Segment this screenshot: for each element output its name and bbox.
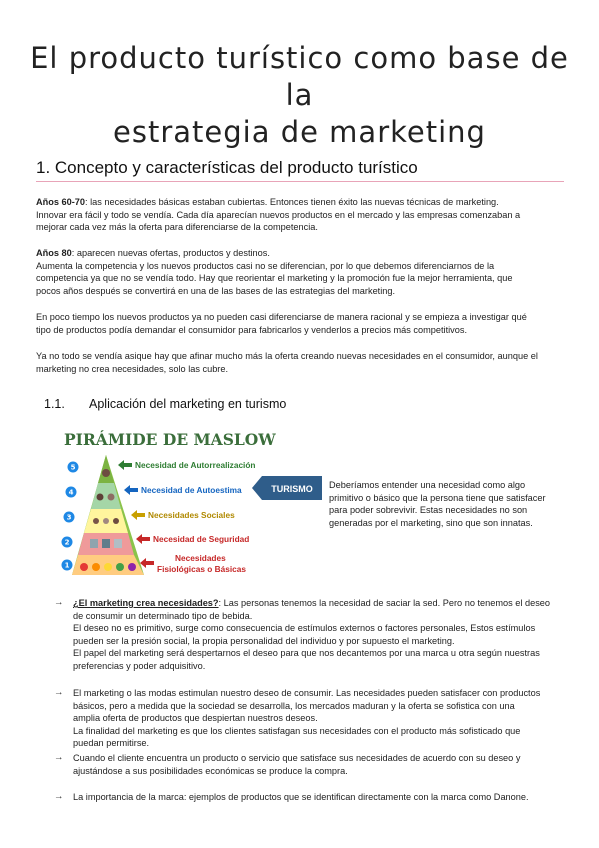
p2-line-4: pocos años después se convertirá en una de las bases de las estrategias del marketing.: [36, 285, 396, 296]
side-line-4: generadas por el marketing, sino que son innatas.: [329, 517, 533, 528]
turismo-label: TURISMO: [271, 484, 313, 494]
bullet-item-1: [73, 597, 568, 673]
bullet-4-line-1: La importancia de la marca: ejemplos de productos que se identifican directamente con la marca como Danone.: [73, 792, 529, 802]
level-2-label: Necesidad de Seguridad: [153, 534, 250, 544]
p2-line-3: competencia ya que no se vendía todo. Hay que reorientar el marketing y la promoción fue la mejor herramienta, que: [36, 273, 513, 284]
p1-line-2: Innovar era fácil y todo se vendía. Cada día aparecían nuevos productos en el mercado y las empresas comenzaban a: [36, 209, 521, 220]
p2-text: : aparecen nuevas ofertas, productos y destinos.: [71, 248, 270, 258]
bullet-1-line-2: de consumir un determinado tipo de bebida.: [73, 610, 253, 621]
bullet-1-line-5: El papel del marketing será despertarnos el deseo para que nos decantemos por una marca u otra según nuestras: [73, 648, 540, 659]
bullet-item-3: [73, 752, 568, 777]
title-line-1: El producto turístico como base de la: [30, 41, 569, 112]
paragraph-3: [36, 311, 566, 336]
level-5-number: 5: [70, 463, 76, 472]
level-3-label: Necesidades Sociales: [148, 510, 235, 520]
side-line-3: para poder sobrevivir. Estas necesidades no son: [329, 505, 528, 516]
maslow-title: PIRÁMIDE DE MASLOW: [64, 430, 276, 449]
bullet-item-4: [73, 791, 568, 804]
paragraph-anos-80: [36, 247, 566, 297]
level-1-number: 1: [64, 561, 70, 570]
bullet-item-2: [73, 687, 568, 750]
level-1-label-2: Fisiológicas o Básicas: [157, 564, 246, 574]
side-line-2: primitivo o básico que la persona tiene que satisfacer: [329, 492, 546, 503]
bullet-2-line-4: La finalidad del marketing es que los clientes satisfagan sus necesidades con el producto más sofisticado que: [73, 725, 521, 736]
p4-line-1: Ya no todo se vendía asique hay que afinar mucho más la oferta creando nuevas necesidades en el consumidor, aunque el: [36, 351, 538, 361]
bullet-2-line-1: El marketing o las modas estimulan nuestro deseo de consumir. Las necesidades pueden satisfacer con productos: [73, 688, 541, 698]
level-5-label: Necesidad de Autorrealización: [135, 460, 256, 470]
title-line-2: estrategia de marketing: [113, 115, 486, 149]
level-1-label: Necesidades: [175, 553, 226, 563]
turismo-arrow: [252, 476, 322, 500]
bullet-2-line-5: puedan permitirse.: [73, 738, 150, 749]
section-title: Aplicación del marketing en turismo: [89, 397, 287, 411]
level-4-label: Necesidad de Autoestima: [141, 485, 242, 495]
p3-line-1: En poco tiempo los nuevos productos ya no pueden casi diferenciarse de manera racional y se empieza a investigar qué: [36, 312, 527, 322]
p1-line-3: mejorar cada vez más la oferta para diferenciarse de la competencia.: [36, 222, 318, 233]
bullet-1-line-3: El deseo no es primitivo, surge como consecuencia de estímulos externos o factores personales, Estos estímulos: [73, 623, 536, 634]
level-4-number: 4: [68, 488, 74, 497]
side-line-1: Deberíamos entender una necesidad como algo: [329, 480, 526, 490]
bullet-1-line-6: preferencias y poder adquisitivo.: [73, 660, 206, 671]
anos-80-label: Años 80: [36, 248, 72, 258]
arrow-bullet-icon: →: [54, 752, 64, 763]
p4-line-2: marketing no crea necesidades, solo las cubre.: [36, 363, 229, 374]
maslow-pyramid-image: [62, 427, 276, 579]
level-3-number: 3: [66, 513, 72, 522]
bullet-3-line-1: Cuando el cliente encuentra un producto o servicio que satisface sus necesidades de acuerdo con su deseo y: [73, 753, 521, 763]
heading-rule: [36, 181, 564, 182]
arrow-bullet-icon: →: [54, 687, 64, 698]
level-2-number: 2: [64, 538, 70, 547]
section-number: 1.1.: [44, 397, 65, 411]
bullet-1-line-1: : Las personas tenemos la necesidad de saciar la sed. Pero no tenemos el deseo: [218, 598, 551, 608]
bullet-1-line-4: pueden ser la presión social, la propia personalidad del individuo y por supuesto el marketing.: [73, 635, 455, 646]
bullet-2-line-2: básicos, pero a medida que la sociedad se desarrolla, los mercados maduran y la oferta se sofistica con una: [73, 700, 515, 711]
anos-60-70-label: Años 60-70: [36, 197, 86, 207]
p2-line-2: Aumenta la competencia y los nuevos productos casi no se diferencian, por lo que debemos diferenciarnos de la: [36, 260, 495, 271]
p3-line-2: tipo de productos podía demandar el consumidor para fabricarlos y venderlos a precios más competitivos.: [36, 324, 468, 335]
arrow-bullet-icon: →: [54, 597, 64, 608]
p1-text: : las necesidades básicas estaban cubiertas. Entonces tienen éxito las nuevas técnicas de marketing.: [85, 197, 499, 207]
bullet-1-question: ¿El marketing crea necesidades?: [73, 598, 219, 608]
section-heading-1-1: [44, 397, 286, 411]
bullet-3-line-2: ajustándose a sus posibilidades económicas se produce la compra.: [73, 765, 348, 776]
paragraph-anos-60-70: [36, 196, 566, 234]
bullet-2-line-3: amplia oferta de productos que despiertan nuestros deseos.: [73, 713, 318, 724]
arrow-bullet-icon: →: [54, 791, 64, 802]
paragraph-4: [36, 350, 566, 375]
section-heading-1: 1. Concepto y características del producto turístico: [36, 158, 418, 177]
need-definition-text: [329, 479, 569, 529]
document-title: [20, 40, 579, 151]
